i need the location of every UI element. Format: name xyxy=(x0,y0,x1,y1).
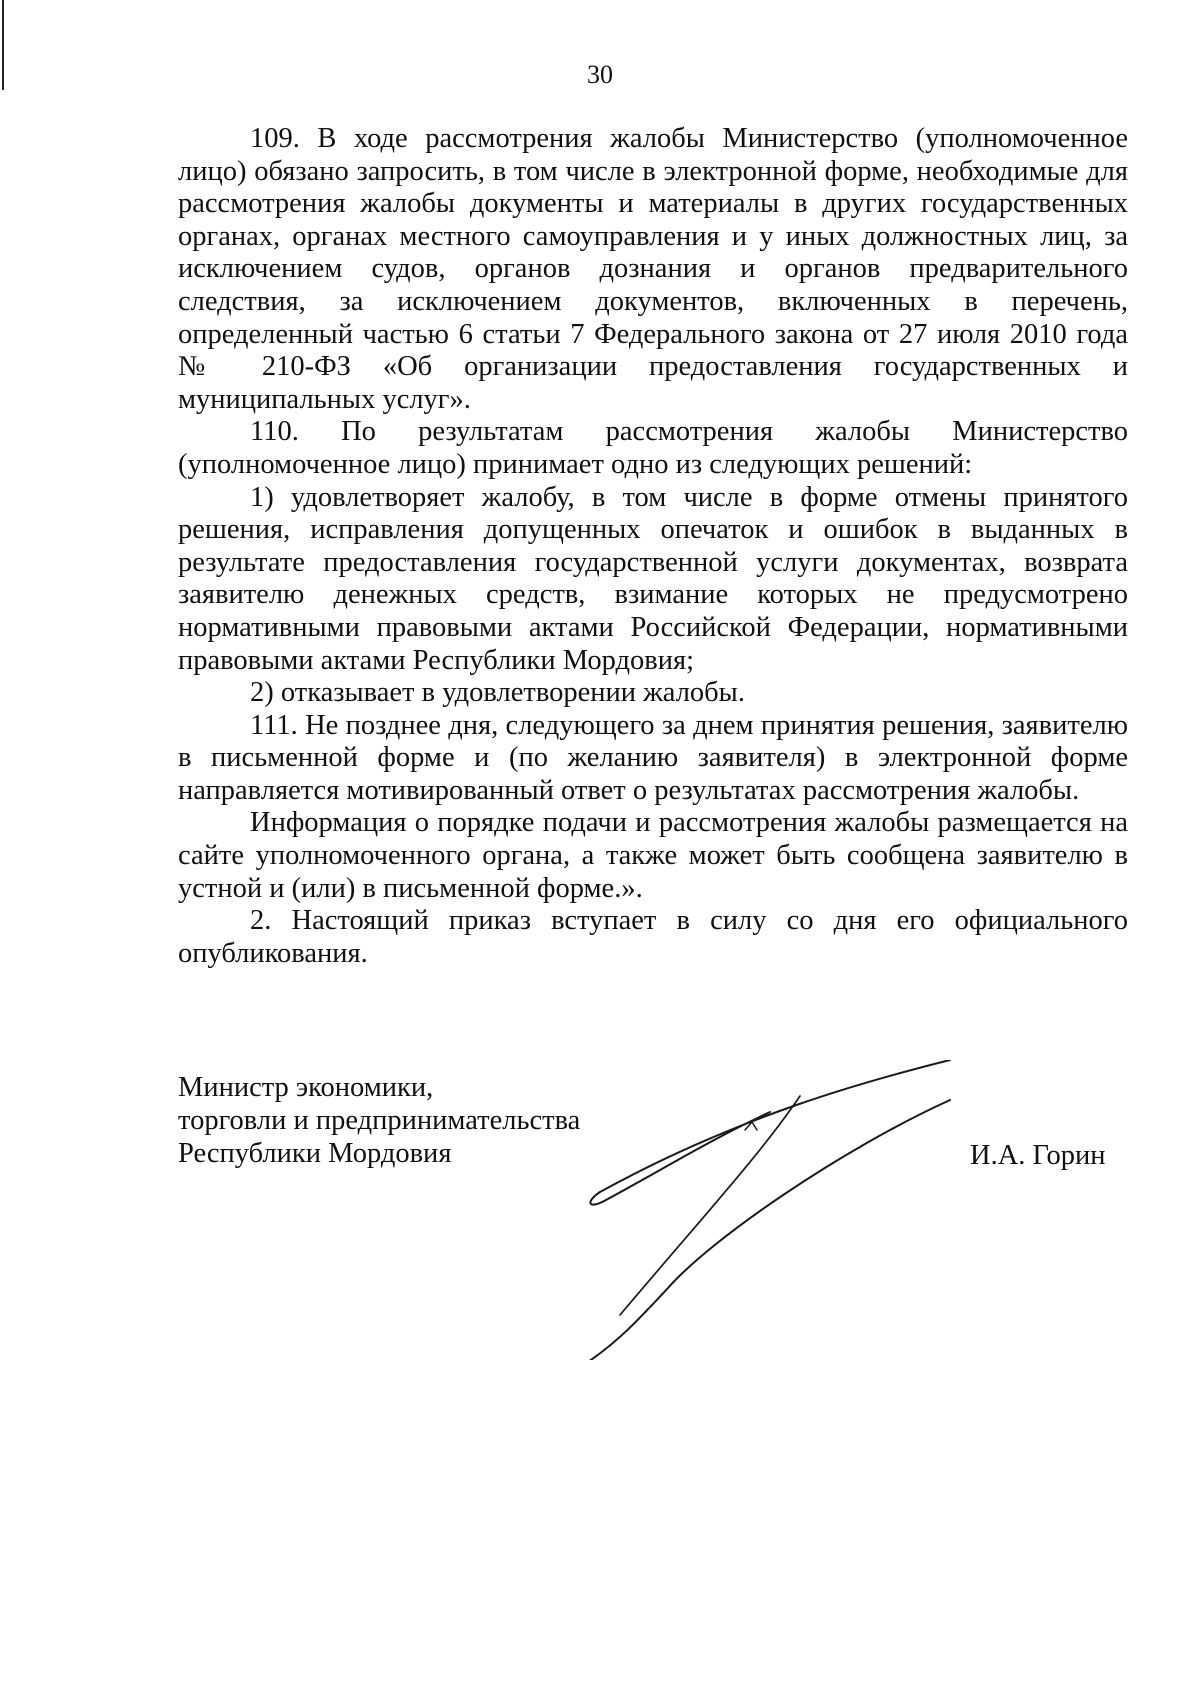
page-number: 30 xyxy=(587,60,613,89)
signatory-title-line-2: торговли и предпринимательства xyxy=(178,1105,581,1136)
handwritten-signature xyxy=(580,1060,960,1360)
paragraph-information: Информация о порядке подачи и рассмотрения жалобы размещается на сайте уполномоченного органа, а также может быть сообщена заявителю в устной и (или) в письменной форме.». xyxy=(178,807,1128,904)
signatory-name: И.А. Горин xyxy=(970,1140,1106,1171)
document-body xyxy=(178,123,1128,970)
paragraph-110-item-2: 2) отказывает в удовлетворении жалобы. xyxy=(250,677,745,709)
paragraph-111: 111. Не позднее дня, следующего за днем принятия решения, заявителю в письменной форме и (по желанию заявителя) в электронной форме направляется мотивированный ответ о результатах рассмотрения жалобы. xyxy=(178,709,1128,806)
paragraph-effective-date: 2. Настоящий приказ вступает в силу со дня его официального опубликования. xyxy=(178,905,1128,969)
signatory-title-line-1: Министр экономики, xyxy=(178,1072,434,1103)
signatory-title xyxy=(178,1071,580,1170)
paragraph-109: 109. В ходе рассмотрения жалобы Министерство (уполномоченное лицо) обязано запросить, в том числе в электронной форме, необходимые для рассмотрения жалобы документы и материалы в других государственных органах, органах местного самоуправления и у иных должностных лиц, за исключением судов, органов дознания и органов предварительного следствия, за исключением документов, включенных в перечень, определенный частью 6 статьи 7 Федерального закона от 27 июля 2010 года № 210-ФЗ «Об организации предоставления государственных и муниципальных услуг». xyxy=(178,123,1128,415)
paragraph-110: 110. По результатам рассмотрения жалобы Министерство (уполномоченное лицо) принимает одно из следующих решений: xyxy=(178,416,1128,480)
signatory-title-line-3: Республики Мордовия xyxy=(178,1138,452,1169)
paragraph-110-item-1: 1) удовлетворяет жалобу, в том числе в форме отмены принятого решения, исправления допущенных опечаток и ошибок в выданных в результате предоставления государственной услуги документах, возврата заявителю денежных средств, взимание которых не предусмотрено нормативными правовыми актами Российской Федерации, нормативными правовыми актами Республики Мордовия; xyxy=(178,481,1128,676)
